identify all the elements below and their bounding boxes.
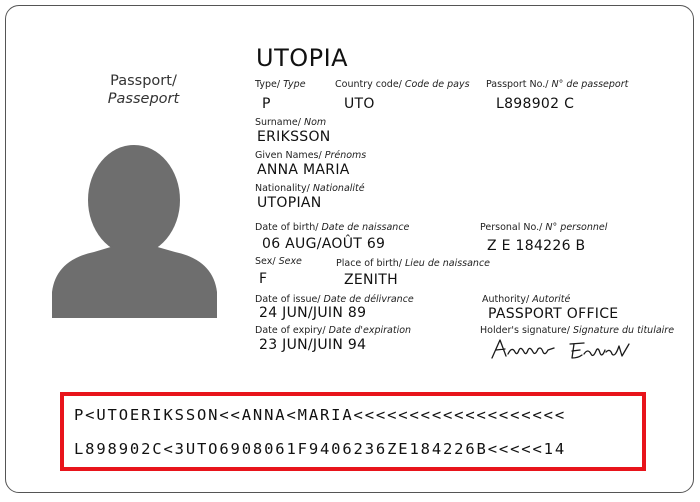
passport-heading [96, 72, 191, 108]
surname-label: Surname/ Nom [255, 117, 327, 128]
place-of-birth-value: ZENITH [344, 272, 398, 288]
type-value: P [262, 96, 271, 112]
date-of-birth-value: 06 AUG/AOÛT 69 [262, 236, 386, 252]
surname-value: ERIKSSON [257, 129, 331, 145]
date-of-expiry-label: Date of expiry/ Date d'expiration [255, 325, 412, 336]
authority-label: Authority/ Autorité [482, 294, 571, 305]
mrz-line-1: P<UTOERIKSSON<<ANNA<MARIA<<<<<<<<<<<<<<<<<<< [74, 406, 566, 424]
mrz-line-2: L898902C<3UTO6908061F9406236ZE184226B<<<<<14 [74, 440, 566, 458]
sex-value: F [259, 271, 268, 287]
date-of-issue-value: 24 JUN/JUIN 89 [259, 305, 367, 321]
authority-value: PASSPORT OFFICE [488, 306, 619, 322]
country-name: UTOPIA [256, 44, 349, 72]
holder-signature-label: Holder's signature/ Signature du titulaire [480, 325, 675, 336]
passport-label-en: Passport/ [110, 73, 177, 89]
date-of-expiry-value: 23 JUN/JUIN 94 [259, 337, 367, 353]
nationality-label: Nationality/ Nationalité [255, 183, 365, 194]
date-of-birth-label: Date of birth/ Date de naissance [255, 222, 410, 233]
mrz-highlight-box [60, 392, 646, 471]
given-names-label: Given Names/ Prénoms [255, 150, 367, 161]
holder-signature-image [488, 334, 633, 362]
nationality-value: UTOPIAN [257, 195, 322, 211]
passport-label-fr: Passeport [107, 91, 180, 107]
country-code-value: UTO [344, 96, 375, 112]
personal-no-label: Personal No./ N° personnel [480, 222, 608, 233]
date-of-issue-label: Date of issue/ Date de délivrance [255, 294, 414, 305]
sex-label: Sex/ Sexe [255, 256, 302, 267]
personal-no-value: Z E 184226 B [487, 238, 586, 254]
person-silhouette-icon [52, 142, 217, 318]
place-of-birth-label: Place of birth/ Lieu de naissance [336, 258, 491, 269]
passport-no-value: L898902 C [496, 96, 575, 112]
given-names-value: ANNA MARIA [257, 162, 350, 178]
type-label: Type/ Type [255, 79, 306, 90]
passport-no-label: Passport No./ N° de passeport [486, 79, 629, 90]
country-code-label: Country code/ Code de pays [335, 79, 470, 90]
